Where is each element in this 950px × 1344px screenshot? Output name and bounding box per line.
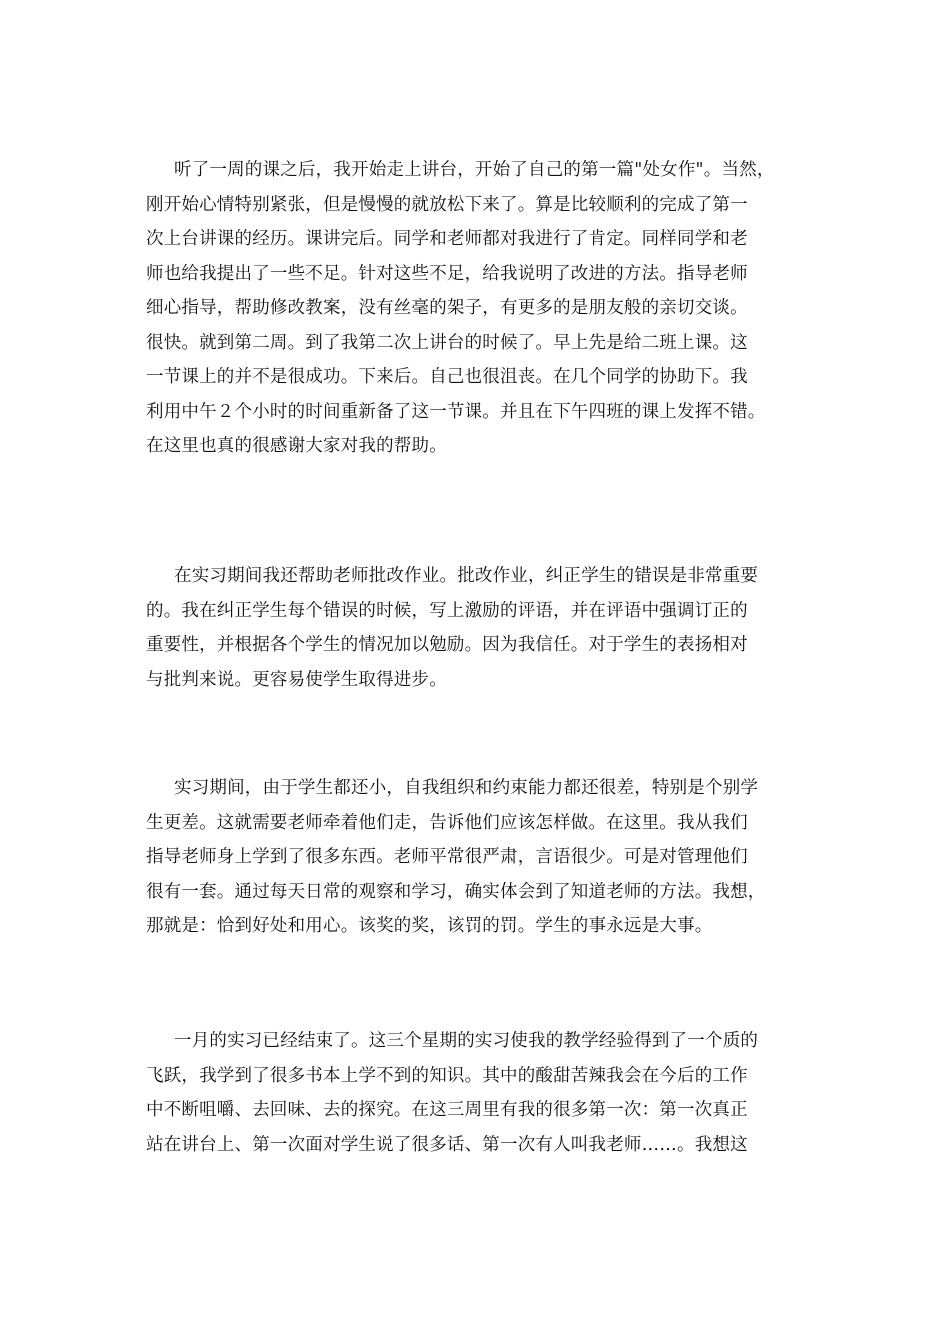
- text-line: 听了一周的课之后，我开始走上讲台，开始了自己的第一篇"处女作"。当然，: [174, 160, 775, 180]
- text-line: 与批判来说。更容易使学生取得进步。: [146, 669, 447, 690]
- text-line: 在实习期间我还帮助老师批改作业。批改作业，纠正学生的错误是非常重要: [174, 566, 759, 586]
- text-line: 一月的实习已经结束了。这三个星期的实习使我的教学经验得到了一个质的: [174, 1031, 759, 1051]
- text-line: 很有一套。通过每天日常的观察和学习，确实体会到了知道老师的方法。我想，: [146, 881, 766, 902]
- text-line: 细心指导，帮助修改教案，没有丝毫的架子，有更多的是朋友般的亲切交谈。: [146, 298, 748, 318]
- paragraph-grading-homework: [146, 559, 826, 697]
- text-line: 很快。就到第二周。到了我第二次上讲台的时候了。早上先是给二班上课。这: [146, 332, 748, 353]
- text-line: 生更差。这就需要老师牵着他们走，告诉他们应该怎样做。在这里。我从我们: [146, 812, 748, 833]
- text-line: 重要性，并根据各个学生的情况加以勉励。因为我信任。对于学生的表扬相对: [146, 635, 748, 655]
- text-line: 实习期间，由于学生都还小，自我组织和约束能力都还很差，特别是个别学: [174, 778, 759, 798]
- text-line: 一节课上的并不是很成功。下来后。自己也很沮丧。在几个同学的协助下。我: [146, 367, 748, 387]
- paragraph-classroom-management: [146, 771, 826, 944]
- text-line: 站在讲台上、第一次面对学生说了很多话、第一次有人叫我老师……。我想这: [146, 1134, 748, 1155]
- text-line: 那就是：恰到好处和用心。该奖的奖，该罚的罚。学生的事永远是大事。: [146, 916, 713, 936]
- text-line: 次上台讲课的经历。课讲完后。同学和老师都对我进行了肯定。同样同学和老: [146, 229, 748, 249]
- text-line: 飞跃，我学到了很多书本上学不到的知识。其中的酸甜苦辣我会在今后的工作: [146, 1065, 748, 1086]
- text-line: 在这里也真的很感谢大家对我的帮助。: [146, 436, 447, 456]
- text-line: 刚开始心情特别紧张，但是慢慢的就放松下来了。算是比较顺利的完成了第一: [146, 194, 748, 215]
- paragraph-first-lecture: [146, 153, 826, 464]
- text-line: 的。我在纠正学生每个错误的时候，写上激励的评语，并在评语中强调订正的: [146, 600, 748, 621]
- text-line: 指导老师身上学到了很多东西。老师平常很严肃，言语很少。可是对管理他们: [146, 847, 748, 867]
- paragraph-internship-summary: [146, 1024, 826, 1162]
- text-line: 师也给我提出了一些不足。针对这些不足，给我说明了改进的方法。指导老师: [146, 263, 748, 284]
- text-line: 利用中午２个小时的时间重新备了这一节课。并且在下午四班的课上发挥不错。: [146, 401, 766, 422]
- text-line: 中不断咀嚼、去回味、去的探究。在这三周里有我的很多第一次：第一次真正: [146, 1100, 748, 1120]
